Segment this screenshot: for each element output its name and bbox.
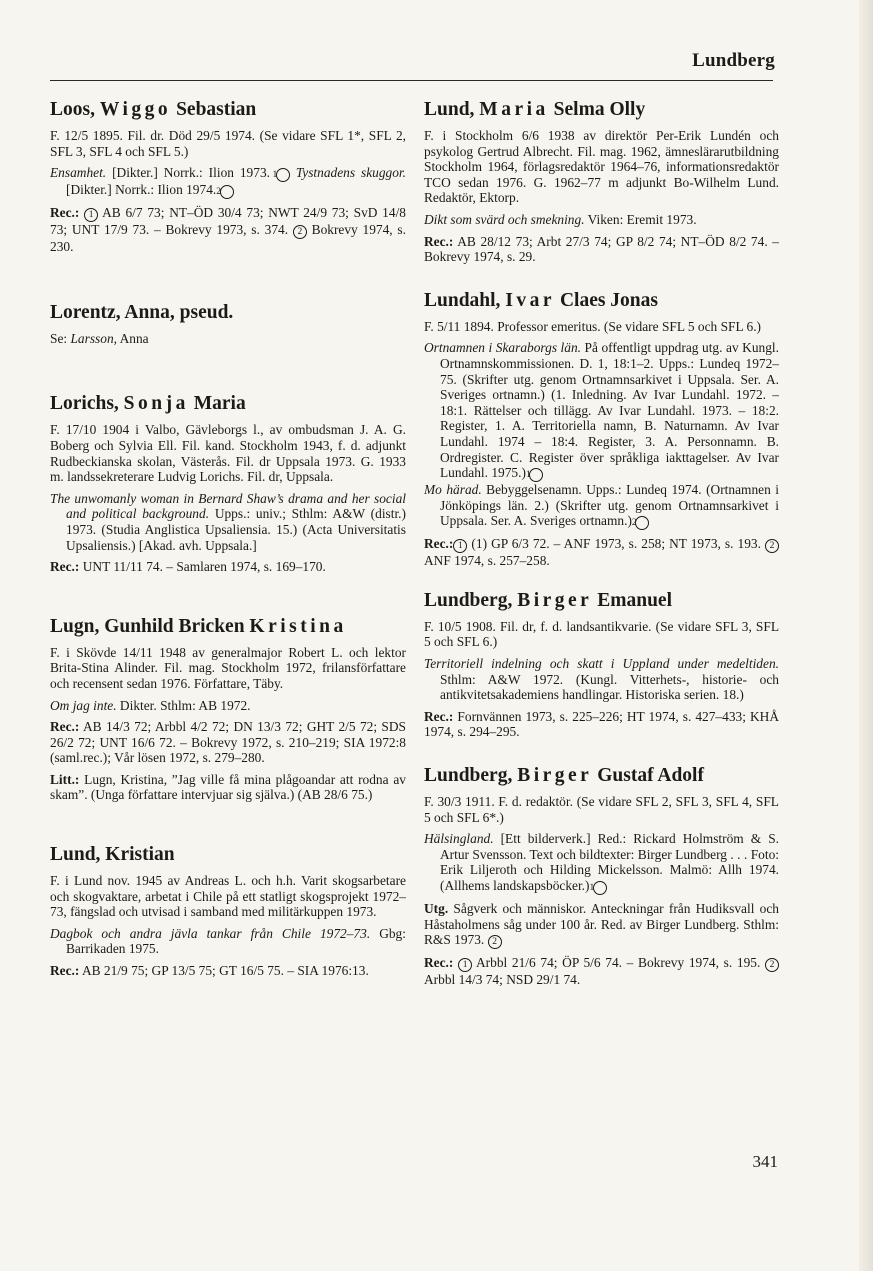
entry-reviews: Rec.: 1 AB 6/7 73; NT–ÖD 30/4 73; NWT 24/9 73; SvD 14/8 73; UNT 17/9 73. – Bokrevy 1973, s. 374. 2 Bokrevy 1974, s. 230. [50, 205, 406, 255]
circled-number: 1 [458, 958, 472, 972]
right-column [424, 96, 779, 994]
entry-work: Territoriell indelning och skatt i Uppland under medeltiden. Sthlm: A&W 1972. (Kungl. Vitterhets-, historie- och antikvitetsakademiens handlingar. Historiska serien. 18.) [424, 656, 779, 703]
header-rule [50, 80, 773, 81]
entry-heading: Lorichs, Sonja Maria [50, 393, 246, 415]
entry-heading: Lund, Maria Selma Olly [424, 99, 646, 120]
entry-heading: Lundberg, Birger Emanuel [424, 589, 672, 611]
entry-heading: Loos, Wiggo Sebastian [50, 99, 257, 120]
entry-lund-maria [424, 98, 779, 265]
entry-bio: F. 30/3 1911. F. d. redaktör. (Se vidare SFL 2, SFL 3, SFL 4, SFL 5 och SFL 6*.) [424, 794, 779, 825]
entry-work: Ensamhet. [Dikter.] Norrk.: Ilion 1973. 1 Tystnadens skuggor. [Dikter.] Norrk.: Ilion 1974. 2 [50, 165, 406, 198]
entry-reviews: Rec.: AB 21/9 75; GP 13/5 75; GT 16/5 75. – SIA 1976:13. [50, 963, 369, 979]
entry-lorichs [50, 392, 406, 574]
circled-number: 1 [529, 468, 543, 482]
page-number: 341 [752, 1152, 778, 1171]
entry-heading: Lorentz, Anna, pseud. [50, 301, 234, 323]
entry-bio: F. i Skövde 14/11 1948 av generalmajor Robert L. och lektor Brita-Stina Alinder. Fil. mag. Stockholm 1972, frilansförfattare och recensent sedan 1976. Författare, Täby. [50, 644, 406, 691]
circled-number: 2 [220, 185, 234, 199]
circled-number: 2 [765, 539, 779, 553]
entry-work: Dikt som svärd och smekning. Viken: Eremit 1973. [424, 211, 697, 227]
circled-number: 2 [635, 516, 649, 530]
circled-number: 1 [276, 168, 290, 182]
entry-lugn [50, 615, 406, 803]
entry-loos [50, 98, 406, 255]
entry-lundahl [424, 289, 779, 569]
entry-heading: Lugn, Gunhild Bricken Kristina [50, 615, 347, 637]
entry-lundberg-birger-emanuel [424, 589, 779, 740]
circled-number: 2 [765, 958, 779, 972]
entry-heading: Lund, Kristian [50, 844, 175, 866]
circled-number: 2 [488, 935, 502, 949]
entry-bio: F. 12/5 1895. Fil. dr. Död 29/5 1974. (Se vidare SFL 1*, SFL 2, SFL 3, SFL 4 och SFL 5.) [50, 128, 406, 159]
page-edge [859, 0, 873, 1271]
entry-lund-kristian [50, 843, 406, 979]
entry-heading: Lundahl, Ivar Claes Jonas [424, 289, 658, 311]
circled-number: 2 [293, 225, 307, 239]
entry-work: Mo härad. Bebyggelsenamn. Upps.: Lundeq 1974. (Ortnamnen i Jönköpings län. 2.) (Skrifter utg. genom Ortnamnsarkivet i Uppsala. Ser. A. Sveriges ortnamn.) 2 [424, 482, 779, 529]
entry-reviews: Rec.: 1 (1) GP 6/3 72. – ANF 1973, s. 258; NT 1973, s. 193. 2 ANF 1974, s. 257–258. [424, 536, 779, 569]
entry-reviews: Rec.: UNT 11/11 74. – Samlaren 1974, s. 169–170. [50, 559, 326, 575]
entry-edited: Utg. Sågverk och människor. Anteckningar från Hudiksvall och Håstaholmens såg under 100 år. Red. av Birger Lundberg. Sthlm: R&S 1973. 2 [424, 901, 779, 948]
circled-number: 1 [84, 208, 98, 222]
entry-bio: F. i Lund nov. 1945 av Andreas L. och h.h. Varit skogsarbetare och skogvaktare, arbetat i Chile på ett statligt skogsprojekt 1972–73, fängslad och utvisad i samband med militärkuppen 1973. [50, 873, 406, 920]
entry-work: Dagbok och andra jävla tankar från Chile 1972–73. Gbg: Barrikaden 1975. [50, 925, 406, 957]
left-column [50, 96, 406, 985]
entry-bio: F. i Stockholm 6/6 1938 av direktör Per-Erik Lundén och psykolog Gertrud Albrecht. Fil. mag. 1962, ämneslärarutbildning Stockholm 1964, förlagsredaktör 1964–76, informationsredaktör TCO sedan 1976. G. 1962–77 m adjunkt Bo-Wilhelm Lund. Redaktör, Ektorp. [424, 128, 779, 206]
entry-work: Om jag inte. Dikter. Sthlm: AB 1972. [50, 697, 251, 713]
circled-number: 1 [453, 539, 467, 553]
entry-bio: F. 5/11 1894. Professor emeritus. (Se vidare SFL 5 och SFL 6.) [424, 318, 762, 334]
entry-reviews: Rec.: AB 14/3 72; Arbbl 4/2 72; DN 13/3 72; GHT 2/5 72; SDS 26/2 72; UNT 16/6 72. – Bokrevy 1972, s. 210–219; SIA 1972:8 (saml.rec.); Vår lösen 1972, s. 279–280. [50, 719, 406, 766]
entry-heading: Lundberg, Birger Gustaf Adolf [424, 765, 704, 787]
circled-number: 1 [593, 881, 607, 895]
entry-literature: Litt.: Lugn, Kristina, ”Jag ville få mina plågoandar att rodna av skam”. (Unga författare intervjuar sig själva.) (AB 28/6 75.) [50, 771, 406, 803]
entry-bio: F. 10/5 1908. Fil. dr, f. d. landsantikvarie. (Se vidare SFL 3, SFL 5 och SFL 6.) [424, 618, 779, 650]
entry-work: Hälsingland. [Ett bilderverk.] Red.: Rickard Holmström & S. Artur Svensson. Text och bildtexter: Birger Lundberg . . . Foto: Erik Liljeroth och Hilding Mickelsson. Malmö: Allh 1974. (Allhems landskapsböcker.) 1 [424, 831, 779, 893]
entry-bio: F. 17/10 1904 i Valbo, Gävleborgs l., av ombudsman J. A. G. Boberg och Sylvia Ell. Fil. kand. Stockholm 1943, f. d. adjunkt Rudbeckianska skolan, Västerås. Fil. dr Uppsala 1973. G. 1933 m. landssekreterare Ludvig Lorichs. Fil. dr, Uppsala. [50, 422, 406, 485]
entry-work: The unwomanly woman in Bernard Shaw’s drama and her social and political background. Upps.: univ.; Sthlm: A&W (distr.) 1973. (Studia Anglistica Upsaliensia. 15.) (Acta Universitatis Upsaliensis.) [Akad. avh. Uppsala.] [50, 490, 406, 553]
entry-lorentz [50, 301, 406, 347]
entry-see-reference: Se: Larsson, Anna [50, 330, 149, 346]
entry-reviews: Rec.: Fornvännen 1973, s. 225–226; HT 1974, s. 427–433; KHÅ 1974, s. 294–295. [424, 708, 779, 740]
entry-reviews: Rec.: AB 28/12 73; Arbt 27/3 74; GP 8/2 74; NT–ÖD 8/2 74. – Bokrevy 1974, s. 29. [424, 233, 779, 265]
entry-lundberg-birger-gustaf [424, 764, 779, 988]
entry-reviews: Rec.: 1 Arbbl 21/6 74; ÖP 5/6 74. – Bokrevy 1974, s. 195. 2 Arbbl 14/3 74; NSD 29/1 74. [424, 955, 779, 988]
running-head: Lundberg [692, 50, 775, 71]
entry-work: Ortnamnen i Skaraborgs län. På offentligt uppdrag utg. av Kungl. Ortnamnskommissionen. D. 1, 18:1–2. Upps.: Lundeq 1972–75. (Skrifter utg. genom Ortnamnsarkivet i Uppsala. Ser. A. Sveriges ortnamn.) (1. Inledning. Av Ivar Lundahl. 1972. – 18:1. Rättelser och tillägg. Av Ivar Lundahl. 1973. – 18:2. Register, 1. A. Territoriella namn, B. Naturnamn. Av Ivar Lundahl. 1974 – 18:4. Register, 3. A. Personnamn. B. Ordregister. C. Register över språkliga iakttagelser. Av Ivar Lundahl. 1975.) 1 [424, 340, 779, 481]
